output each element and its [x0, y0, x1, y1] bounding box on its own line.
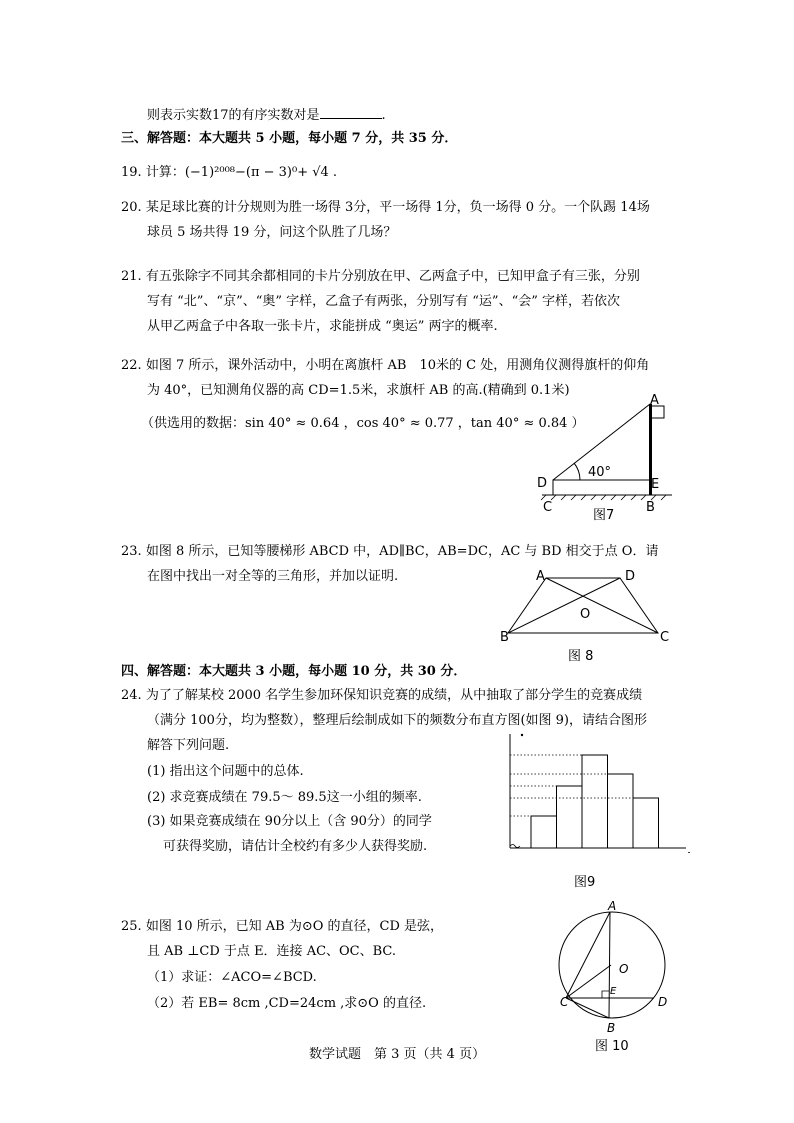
- question-line: 写有 “北”、“京”、“奥” 字样，乙盒子有两张，分别写有 “运”、“会” 字样，若依次: [147, 294, 620, 309]
- question-line: 且 AB ⊥CD 于点 E．连接 AC、OC、BC.: [147, 944, 397, 959]
- sub-question-1: （1）求证：∠ACO=∠BCD.: [147, 970, 317, 985]
- figure-8-diagram: [498, 565, 678, 665]
- sub-question-1: (1) 指出这个问题中的总体.: [147, 764, 304, 779]
- histogram-bar: [531, 816, 557, 848]
- fig10-label-c: C: [560, 995, 569, 1009]
- answer-blank: [320, 106, 382, 119]
- sub-question-2: (2) 求竞赛成绩在 79.5～ 89.5这一小组的频率.: [147, 790, 422, 805]
- question-line: 如图 8 所示，已知等腰梯形 ABCD 中，AD∥BC，AB=DC，AC 与 BD 相交于点 O．请: [145, 544, 659, 559]
- fig10-label-o: O: [619, 962, 629, 976]
- fig8-label-b: B: [500, 630, 509, 645]
- question-25: [121, 915, 443, 1011]
- question-number: 22.: [121, 358, 142, 373]
- question-number: 19.: [121, 165, 142, 180]
- question-text: 计算：: [145, 165, 185, 180]
- sub-question-3-cont: 可获得奖励，请估计全校约有多少人获得奖励.: [163, 839, 428, 854]
- fig8-label-a: A: [536, 569, 545, 584]
- q18-tail-end: .: [381, 108, 386, 123]
- question-line: 球员 5 场共得 19 分，问这个队胜了几场？: [147, 225, 397, 240]
- fig10-label-e: E: [610, 986, 617, 997]
- q18-tail-text: 则表示实数17的有序实数对是: [147, 108, 320, 123]
- question-19: [121, 161, 337, 180]
- given-data-line: （供选用的数据：sin 40° ≈ 0.64 ，cos 40° ≈ 0.77 ，tan 40° ≈ 0.84 ）: [141, 416, 585, 431]
- q18-tail-line: [147, 104, 386, 123]
- question-line: 为了了解某校 2000 名学生参加环保知识竞赛的成绩，从中抽取了部分学生的竞赛成绩: [145, 688, 643, 703]
- fig10-label-a: A: [608, 899, 617, 913]
- fig10-label-b: B: [607, 1021, 616, 1035]
- question-21: [121, 265, 640, 334]
- figure-9: [498, 728, 698, 890]
- question-line: 如图 7 所示，课外活动中，小明在离旗杆 AB 10米的 C 处，用测角仪测得旗杆的仰角: [145, 358, 650, 373]
- fig8-label-d: D: [625, 569, 636, 584]
- fig7-label-d: D: [537, 476, 548, 491]
- fig8-label-c: C: [660, 630, 670, 645]
- question-line: 有五张除字不同其余都相同的卡片分别放在甲、乙两盒子中，已知甲盒子有三张，分别: [145, 269, 640, 284]
- question-line: 某足球比赛的计分规则为胜一场得 3分，平一场得 1分，负一场得 0 分。一个队踢 14场: [145, 200, 650, 215]
- question-line: 从甲乙两盒子中各取一张卡片，求能拼成 “奥运” 两字的概率.: [147, 319, 498, 334]
- figure-10: [555, 898, 685, 1058]
- fig7-label-b: B: [646, 500, 655, 515]
- question-number: 24.: [121, 688, 142, 703]
- page-footer: 数学试题 第 3 页（共 4 页）: [309, 1047, 486, 1062]
- fig7-caption: 图7: [593, 508, 615, 523]
- question-number: 23.: [121, 544, 142, 559]
- figure-7-diagram: [530, 392, 680, 524]
- histogram-bar: [608, 774, 634, 848]
- question-line: 如图 10 所示，已知 AB 为⊙O 的直径，CD 是弦，: [145, 919, 444, 934]
- fig8-label-o: O: [580, 607, 591, 622]
- question-number: 21.: [121, 269, 142, 284]
- figure-10-diagram: [555, 898, 685, 1058]
- question-line: 解答下列问题.: [147, 738, 230, 753]
- fig9-caption: 图9: [574, 875, 596, 890]
- section-4-heading: 四、解答题：本大题共 3 小题，每小题 10 分，共 30 分．: [121, 664, 467, 679]
- figure-7: [530, 392, 680, 524]
- question-number: 25.: [121, 919, 142, 934]
- question-line: 在图中找出一对全等的三角形，并加以证明.: [147, 569, 399, 584]
- histogram-bar: [557, 786, 583, 848]
- histogram-bar: [582, 755, 608, 848]
- figure-9-histogram: [498, 728, 698, 853]
- fig7-label-c: C: [543, 500, 553, 515]
- sub-question-3: (3) 如果竞赛成绩在 90分以上（含 90分）的同学: [147, 814, 432, 829]
- question-line: 为 40°，已知测角仪器的高 CD=1.5米，求旗杆 AB 的高.(精确到 0.1米): [147, 383, 570, 398]
- question-number: 20.: [121, 200, 142, 215]
- question-line: （满分 100分，均为整数），整理后绘制成如下的频数分布直方图(如图 9)，请结合图形: [147, 713, 647, 728]
- fig7-label-a: A: [650, 393, 659, 408]
- fig7-label-e: E: [651, 477, 660, 492]
- fig10-caption: 图 10: [595, 1039, 629, 1054]
- fig7-angle-label: 40°: [588, 465, 612, 480]
- sub-question-2: （2）若 EB= 8cm ,CD=24cm ,求⊙O 的直径.: [147, 996, 427, 1011]
- fig10-label-d: D: [658, 995, 668, 1009]
- section-3-heading: 三、解答题：本大题共 5 小题，每小题 7 分，共 35 分．: [121, 131, 458, 146]
- figure-8: [498, 565, 678, 665]
- fig8-caption: 图 8: [568, 649, 594, 664]
- math-expression: (−1)²⁰⁰⁸−(π − 3)⁰+ √4 .: [184, 165, 338, 180]
- question-20: [121, 196, 650, 240]
- histogram-bar: [633, 798, 659, 848]
